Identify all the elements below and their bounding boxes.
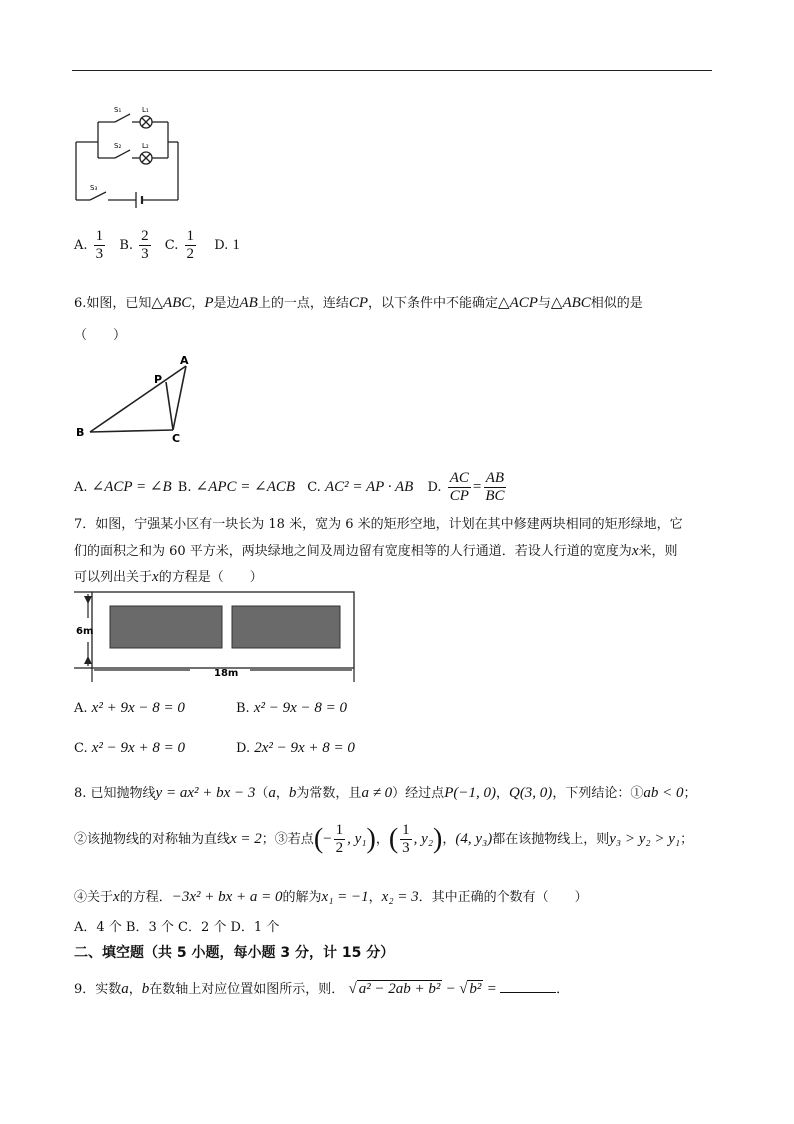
q5-option-c-label: C.: [164, 238, 179, 253]
q8-options[interactable]: A．4 个 B．3 个 C．2 个 D．1 个: [74, 920, 280, 935]
q6-stem: 6.如图，已知△ABC，P是边AB上的一点，连结CP，以下条件中不能确定△ACP与△ABC相似的是: [74, 295, 643, 311]
q5-option-b[interactable]: [119, 228, 156, 262]
q5-option-d[interactable]: [214, 238, 240, 253]
q5-option-a-label: A.: [74, 238, 88, 253]
q5-option-d-label: D.: [214, 238, 229, 253]
circuit-figure: [70, 100, 190, 210]
q8-line-3: ④关于x的方程．−3x² + bx + a = 0的解为x₁ = −1，x₂ = 3．其中正确的个数有（ ）: [74, 889, 588, 905]
switch-s2-label: S₂: [114, 142, 122, 150]
q5-option-c[interactable]: [164, 228, 202, 262]
lamp-l2-label: L₂: [142, 142, 149, 150]
switch-s3-label: S₃: [90, 184, 98, 192]
switch-s1-label: S₁: [114, 106, 122, 114]
q9-stem: 9．实数a，b在数轴上对应位置如图所示，则． √ a² − 2ab + b² − √ b² = ．: [74, 981, 570, 997]
lamp-l1-label: L₁: [142, 106, 149, 114]
triangle-figure: [70, 350, 200, 445]
q7-line-3: 可以列出关于x的方程是（ ）: [74, 569, 263, 585]
vertex-p-label: P: [154, 373, 163, 386]
q8-line-2: ②该抛物线的对称轴为直线x = 2；③若点(− $\frac{1}{2}$ , y₁)，( $\frac{1}{3}$ , y₂)，(4, y₃)都在该抛物线上，则y₃ > y₂ > y₁；: [74, 822, 694, 856]
q6-option-b[interactable]: B. ∠APC = ∠ACB: [177, 479, 296, 495]
q6-options: [74, 470, 509, 505]
q6-option-c[interactable]: C. AC² = AP · AB: [307, 479, 414, 495]
q9-answer-blank[interactable]: [500, 980, 556, 993]
q6-option-d[interactable]: D. $\frac{AC}{CP}$ = $\frac{AB}{BC}$: [427, 470, 505, 504]
q6-option-a[interactable]: A. ∠ACP = ∠B: [74, 479, 172, 495]
q7-option-d[interactable]: D. 2x² − 9x + 8 = 0: [236, 740, 355, 756]
q7-option-b[interactable]: B. x² − 9x − 8 = 0: [236, 700, 348, 716]
q7-option-c[interactable]: C. x² − 9x + 8 = 0: [74, 740, 185, 756]
q8-line-1: 8. 已知抛物线y = ax² + bx − 3（a，b为常数，且a ≠ 0）经过点P(−1, 0)，Q(3, 0)，下列结论：①ab < 0；: [74, 785, 697, 801]
q5-option-b-fraction: $\frac{2}{3}$: [141, 228, 149, 262]
vertex-a-label: A: [180, 354, 189, 367]
section-fill-in-title: 二、填空题（共 5 小题，每小题 3 分，计 15 分）: [74, 945, 395, 961]
q5-option-d-value: 1: [232, 237, 240, 253]
header-rule: [72, 70, 712, 71]
q7-line-2: 们的面积之和为 60 平方米，两块绿地之间及周边留有宽度相等的人行通道．若设人行道的宽度为x米，则: [74, 543, 678, 559]
q5-options: [74, 228, 240, 263]
q6-answer-paren: （ ）: [74, 328, 127, 343]
vertex-c-label: C: [172, 432, 181, 445]
q5-option-a-fraction: $\frac{1}{3}$: [95, 228, 104, 262]
q5-option-a[interactable]: [74, 228, 111, 262]
rectangle-field-figure: [70, 590, 360, 686]
width-label: 6m: [76, 626, 94, 637]
q5-option-b-label: B.: [119, 238, 133, 253]
q5-option-c-fraction: $\frac{1}{2}$: [186, 228, 195, 262]
length-label: 18m: [214, 668, 239, 679]
q7-line-1: 7．如图，宁强某小区有一块长为 18 米，宽为 6 米的矩形空地，计划在其中修建两块相同的矩形绿地，它: [74, 517, 683, 532]
vertex-b-label: B: [76, 426, 85, 439]
q7-option-a[interactable]: A. x² + 9x − 8 = 0: [74, 700, 185, 716]
